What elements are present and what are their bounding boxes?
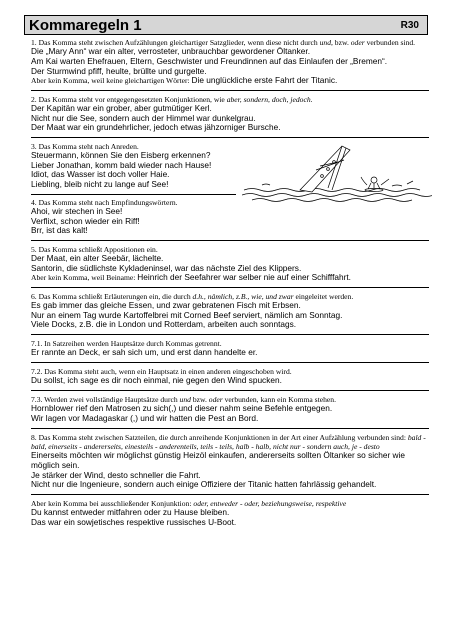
- rule-section-4: [31, 194, 236, 236]
- example-sentence: Du kannst entweder mitfahren oder zu Hause bleiben.: [31, 507, 230, 518]
- example-sentence: Wir lagen vor Madagaskar (,) und wir hatten die Pest an Bord.: [31, 412, 259, 423]
- example-sentence: Ahoi, wir stechen in See!: [31, 205, 123, 216]
- rules-content: [31, 38, 429, 531]
- rule-text: 4. Das Komma steht nach Empfindungswörtern.: [31, 197, 178, 207]
- example-sentence: Der Maat, ein alter Seebär, lächelte.: [31, 253, 164, 264]
- rule-section-2: [31, 90, 429, 133]
- example-sentence: Liebling, bleib nicht zu lange auf See!: [31, 178, 169, 189]
- example-sentence: Die „Mary Ann“ war ein alter, verrosteter, unbrauchbar gewordener Öltanker.: [31, 46, 311, 57]
- exception-note: Aber kein Komma, weil Beiname: Heinrich der Seefahrer war selber nie auf einer Schifffahrt.: [31, 272, 351, 283]
- example-sentence: Nicht nur die See, sondern auch der Himmel war dunkelgrau.: [31, 112, 256, 123]
- worksheet-header: [24, 15, 428, 35]
- rule-text: 1. Das Komma steht zwischen Aufzählungen gleichartiger Satzglieder, wenn diese nicht durch und, bzw. oder verbunden sind.: [31, 38, 416, 47]
- example-sentence: Steuermann, können Sie den Eisberg erkennen?: [31, 150, 211, 161]
- example-sentence: Nur an einem Tag wurde Kartoffelbrei mit Corned Beef serviert, nämlich am Sonntag.: [31, 309, 343, 320]
- example-sentence: Er rannte an Deck, er sah sich um, und erst dann handelte er.: [31, 347, 258, 358]
- rule-section-exception: [31, 494, 429, 528]
- rule-text: 6. Das Komma schließt Erläuterungen ein, die durch d.h., nämlich, z.B., wie, und zwar eingeleitet werden.: [31, 291, 354, 301]
- example-sentence: Santorin, die südlichste Kykladeninsel, war das nächste Ziel des Klippers.: [31, 262, 302, 273]
- example-sentence: Viele Docks, z.B. die in London und Rotterdam, arbeiten auch sonntags.: [31, 319, 297, 330]
- rule-text: Aber kein Komma bei ausschließender Konjunktion: oder, entweder - oder, beziehungsweise, respektive: [31, 498, 347, 508]
- rule-section-6: [31, 287, 429, 330]
- rule-text: 5. Das Komma schließt Appositionen ein.: [31, 244, 158, 254]
- sinking-ship-illustration: [242, 140, 432, 202]
- rule-section-5: [31, 240, 429, 283]
- example-sentence: Brr, ist das kalt!: [31, 225, 88, 236]
- rule-text: 7.1. In Satzreihen werden Hauptsätze durch Kommas getrennt.: [31, 338, 222, 348]
- rule-section-7-1: [31, 334, 429, 358]
- example-sentence: Nicht nur die Ingenieure, sondern auch einige Offiziere der Titanic hatten fahrlässig gehandelt.: [31, 479, 377, 490]
- rule-section-3-4: [31, 137, 429, 236]
- rule-text: 7.3. Werden zwei vollständige Hauptsätze durch und bzw. oder verbunden, kann ein Komma stehen.: [31, 394, 336, 404]
- example-sentence: Es gab immer das gleiche Essen, und zwar gebratenen Fisch mit Erbsen.: [31, 300, 301, 311]
- example-sentence: Der Kapitän war ein grober, aber gutmütiger Kerl.: [31, 103, 212, 113]
- example-sentence: Hornblower rief den Matrosen zu sich(,) und dieser nahm seine Befehle entgegen.: [31, 403, 333, 414]
- exception-note: Aber kein Komma, weil keine gleichartigen Wörter: Die unglückliche erste Fahrt der Titanic.: [31, 75, 338, 86]
- rule-text: 7.2. Das Komma steht auch, wenn ein Hauptsatz in einen anderen eingeschoben wird.: [31, 366, 292, 376]
- rule-text: 2. Das Komma steht vor entgegengesetzten Konjunktionen, wie aber, sondern, doch, jedoch.: [31, 94, 313, 104]
- example-sentence: Lieber Jonathan, komm bald wieder nach Hause!: [31, 159, 212, 170]
- rule-section-7-3: [31, 390, 429, 424]
- example-sentence: Verflixt, schon wieder ein Riff!: [31, 215, 140, 226]
- rule-section-8: [31, 428, 429, 490]
- rule-text: 8. Das Komma steht zwischen Satzteilen, die durch anreihende Konjunktionen in der Art einer Aufzählung verbunden sind: bald - bald, einerseits - andererseits, einesteils - anderenteils, teils - teils, halb - halb, nicht nur - sondern auch, je - desto: [31, 432, 426, 451]
- example-sentence: Einerseits möchten wir möglichst günstig Heizöl einkaufen, andererseits sollten Öltanker so sicher wie möglich sein.: [31, 450, 405, 470]
- example-sentence: Am Kai warten Ehefrauen, Eltern, Geschwister und Freundinnen auf das Einlaufen der „Bremen“.: [31, 56, 388, 66]
- worksheet-title: Kommaregeln 1: [29, 17, 142, 34]
- example-sentence: Der Sturmwind pfiff, heulte, brüllte und gurgelte.: [31, 65, 207, 76]
- rule-section-7-2: [31, 362, 429, 386]
- example-sentence: Idiot, das Wasser ist doch voller Haie.: [31, 169, 170, 180]
- rule-text: 3. Das Komma steht nach Anreden.: [31, 141, 139, 151]
- example-sentence: Du sollst, ich sage es dir noch einmal, nie gegen den Wind spucken.: [31, 375, 282, 386]
- example-sentence: Je stärker der Wind, desto schneller die Fahrt.: [31, 469, 201, 480]
- rule-section-1: [31, 38, 429, 86]
- worksheet-code: R30: [400, 20, 419, 31]
- example-sentence: Der Maat war ein grundehrlicher, jedoch etwas jähzorniger Bursche.: [31, 122, 281, 133]
- example-sentence: Das war ein sowjetisches respektive russisches U-Boot.: [31, 516, 237, 527]
